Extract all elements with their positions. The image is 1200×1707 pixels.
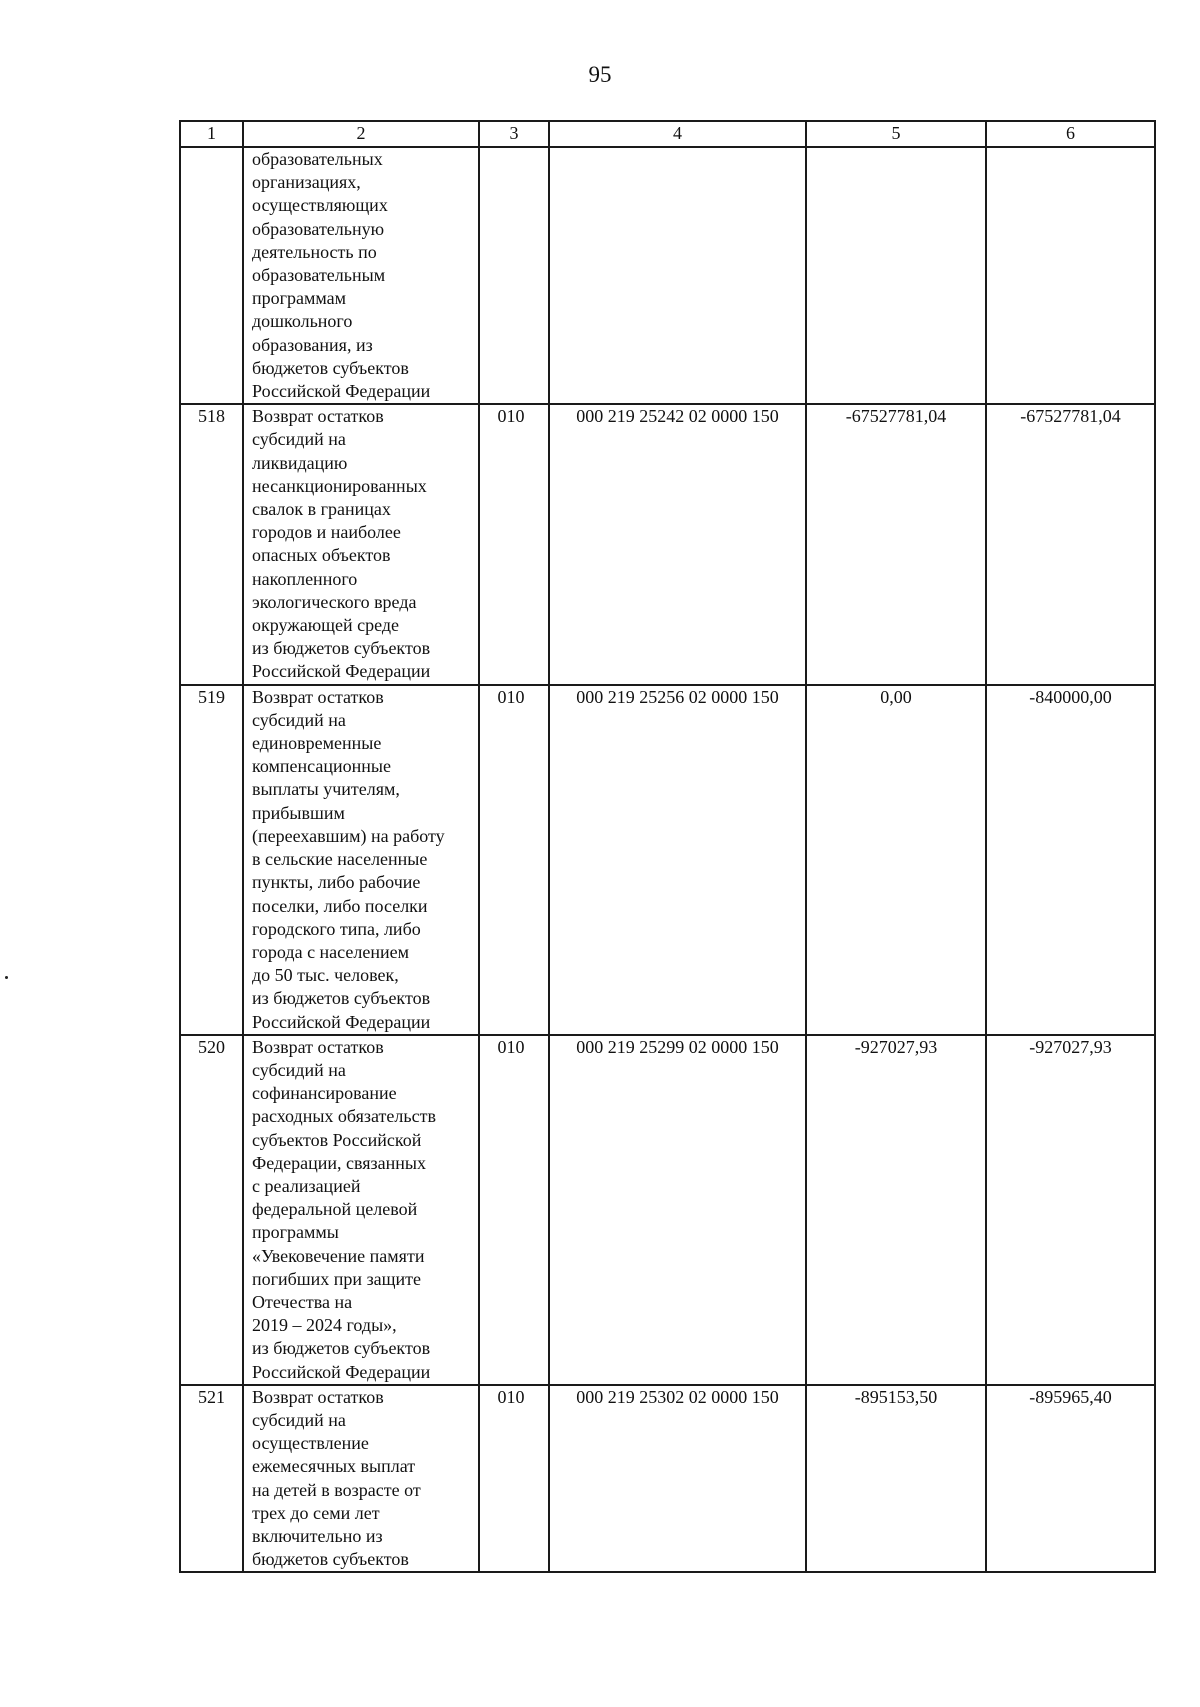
row-number bbox=[180, 147, 243, 404]
row-number: 520 bbox=[180, 1035, 243, 1385]
page-number: 95 bbox=[588, 62, 612, 87]
row-kbk bbox=[549, 147, 806, 404]
budget-table bbox=[179, 120, 1156, 1573]
row-description: образовательных организациях, осуществляющих образовательную деятельность по образовательным программам дошкольного образования, из бюджетов субъектов Российской Федерации bbox=[243, 147, 479, 404]
header-col-3: 3 bbox=[479, 121, 549, 147]
row-kbk: 000 219 25242 02 0000 150 bbox=[549, 404, 806, 684]
row-description: Возврат остатков субсидий на единовременные компенсационные выплаты учителям, прибывшим (переехавшим) на работу в сельские населенные пункты, либо рабочие поселки, либо поселки городского типа, либо города с населением до 50 тыс. человек, из бюджетов субъектов Российской Федерации bbox=[243, 685, 479, 1035]
row-value-6: -927027,93 bbox=[986, 1035, 1155, 1385]
table-row bbox=[180, 404, 1155, 684]
header-col-6: 6 bbox=[986, 121, 1155, 147]
row-value-5: -67527781,04 bbox=[806, 404, 986, 684]
row-code: 010 bbox=[479, 685, 549, 1035]
row-value-5: 0,00 bbox=[806, 685, 986, 1035]
row-value-5 bbox=[806, 147, 986, 404]
row-description: Возврат остатков субсидий на осуществление ежемесячных выплат на детей в возрасте от трех до семи лет включительно из бюджетов субъектов bbox=[243, 1385, 479, 1573]
row-kbk: 000 219 25302 02 0000 150 bbox=[549, 1385, 806, 1573]
table-row bbox=[180, 1385, 1155, 1573]
stray-mark bbox=[5, 976, 8, 979]
row-code bbox=[479, 147, 549, 404]
row-value-6 bbox=[986, 147, 1155, 404]
row-kbk: 000 219 25256 02 0000 150 bbox=[549, 685, 806, 1035]
row-kbk: 000 219 25299 02 0000 150 bbox=[549, 1035, 806, 1385]
row-code: 010 bbox=[479, 1035, 549, 1385]
row-number: 519 bbox=[180, 685, 243, 1035]
header-col-5: 5 bbox=[806, 121, 986, 147]
row-description: Возврат остатков субсидий на софинансирование расходных обязательств субъектов Российской Федерации, связанных с реализацией федеральной целевой программы «Увековечение памяти погибших при защите Отечества на 2019 – 2024 годы», из бюджетов субъектов Российской Федерации bbox=[243, 1035, 479, 1385]
row-code: 010 bbox=[479, 1385, 549, 1573]
row-value-5: -895153,50 bbox=[806, 1385, 986, 1573]
row-value-5: -927027,93 bbox=[806, 1035, 986, 1385]
table-row bbox=[180, 147, 1155, 404]
row-value-6: -67527781,04 bbox=[986, 404, 1155, 684]
row-code: 010 bbox=[479, 404, 549, 684]
header-row bbox=[180, 121, 1155, 147]
row-value-6: -840000,00 bbox=[986, 685, 1155, 1035]
table-row bbox=[180, 685, 1155, 1035]
table-row bbox=[180, 1035, 1155, 1385]
row-value-6: -895965,40 bbox=[986, 1385, 1155, 1573]
row-description: Возврат остатков субсидий на ликвидацию несанкционированных свалок в границах городов и наиболее опасных объектов накопленного экологического вреда окружающей среде из бюджетов субъектов Российской Федерации bbox=[243, 404, 479, 684]
header-col-4: 4 bbox=[549, 121, 806, 147]
header-col-2: 2 bbox=[243, 121, 479, 147]
row-number: 518 bbox=[180, 404, 243, 684]
row-number: 521 bbox=[180, 1385, 243, 1573]
header-col-1: 1 bbox=[180, 121, 243, 147]
